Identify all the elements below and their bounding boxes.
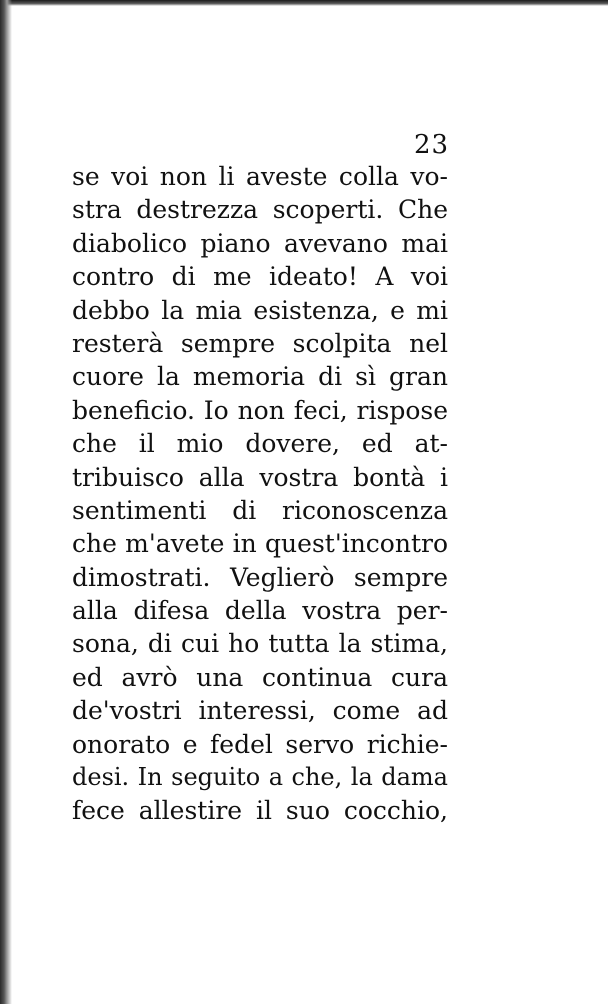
text-line: onorato e fedel servo richie- [72, 729, 448, 759]
text-line: debbo la mia esistenza, e mi [72, 295, 448, 325]
text-line: ed avrò una continua cura [72, 662, 448, 692]
page-number: 23 [414, 130, 450, 160]
text-line: contro di me ideato! A voi [72, 262, 448, 292]
text-line: sona, di cui ho tutta la stima, [72, 629, 448, 659]
text-line: stra destrezza scoperti. Che [72, 195, 448, 225]
text-line: resterà sempre scolpita nel [72, 328, 448, 358]
scan-binding-edge [0, 0, 12, 1004]
text-line: alla difesa della vostra per- [72, 596, 448, 626]
text-line: sentimenti di riconoscenza [72, 495, 448, 525]
text-line: de'vostri interessi, come ad [72, 696, 448, 726]
text-line: dimostrati. Veglierò sempre [72, 562, 448, 592]
text-line: che m'avete in quest'incontro [72, 529, 448, 559]
text-line: desi. In seguito a che, la dama [72, 763, 448, 792]
body-text [72, 160, 448, 828]
text-line: fece allestire il suo cocchio, [72, 796, 448, 826]
text-line: diabolico piano avevano mai [72, 228, 448, 258]
text-line: se voi non li aveste colla vo- [72, 162, 448, 191]
text-line: che il mio dovere, ed at- [72, 429, 448, 459]
text-line: tribuisco alla vostra bontà i [72, 462, 448, 492]
text-line: cuore la memoria di sì gran [72, 362, 448, 392]
scan-top-edge [0, 0, 608, 6]
text-line: beneficio. Io non feci, rispose [72, 395, 448, 425]
